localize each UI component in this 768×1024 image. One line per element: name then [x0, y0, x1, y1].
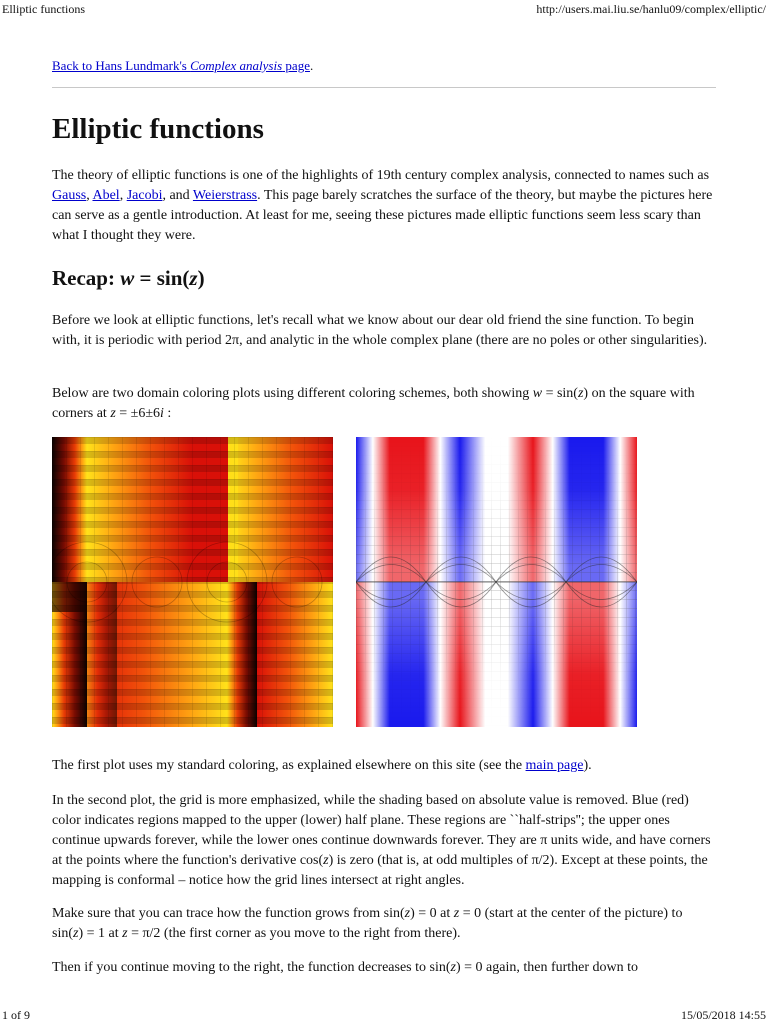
page-title: Elliptic functions — [52, 113, 264, 145]
paragraph-continue — [52, 958, 716, 978]
p5-text-2: ) = 0 at — [410, 906, 454, 921]
recap-z: z — [189, 266, 198, 290]
section-heading-recap — [52, 264, 205, 292]
p5-text-4: ) = 1 at — [78, 926, 123, 941]
browser-url: http://users.mai.liu.se/hanlu09/complex/elliptic/ — [536, 2, 766, 16]
p5-z2: z — [453, 906, 460, 921]
horizontal-rule — [52, 87, 716, 88]
link-weierstrass[interactable]: Weierstrass — [192, 188, 258, 203]
paragraph-second-plot — [52, 791, 716, 891]
recap-prefix: Recap: — [52, 266, 121, 290]
domain-coloring-plot-standard — [52, 437, 333, 727]
intro-sep-3: , and — [162, 188, 193, 203]
page-counter: 1 of 9 — [2, 1008, 30, 1022]
paragraph-first-plot — [52, 756, 716, 776]
backlink-italic: Complex analysis — [190, 58, 283, 73]
recap-w: w — [120, 266, 135, 290]
link-gauss[interactable]: Gauss — [52, 188, 87, 203]
p5-z1: z — [404, 906, 411, 921]
plot-standard-svg — [52, 437, 333, 727]
intro-text-1: The theory of elliptic functions is one of the highlights of 19th century complex analysis, connected to names such as — [52, 168, 710, 183]
paragraph-trace — [52, 904, 716, 944]
intro-sep-2: , — [119, 188, 127, 203]
p2-text-5: : — [163, 406, 172, 421]
recap-eq: = sin( — [134, 266, 190, 290]
intro-paragraph — [52, 166, 716, 246]
p2-i: i — [160, 406, 164, 421]
p2-z2: z — [110, 406, 116, 421]
recap-close: ) — [197, 266, 205, 290]
p6-text-1: Then if you continue moving to the right, the function decreases to sin( — [52, 960, 451, 975]
paragraph-sine-intro: Before we look at elliptic functions, let's recall what we know about our dear old friend the sine function. To begin with, it is periodic with period 2π, and analytic in the whole complex plane (there are no poles or other singularities). — [52, 313, 708, 348]
link-main-page[interactable]: main page — [525, 758, 584, 773]
p5-z4: z — [122, 926, 128, 941]
p6-text-2: ) = 0 again, then further down to — [455, 960, 639, 975]
p3-text-1: The first plot uses my standard coloring, as explained elsewhere on this site (see the — [52, 758, 526, 773]
backlink-link[interactable] — [52, 58, 310, 73]
print-timestamp: 15/05/2018 14:55 — [680, 1008, 766, 1022]
p5-text-1: Make sure that you can trace how the function grows from sin( — [52, 906, 405, 921]
p2-text-2: = sin( — [542, 386, 578, 401]
p6-z: z — [450, 960, 456, 975]
p2-text-3: ) on the square with corners at — [52, 386, 695, 421]
link-jacobi[interactable]: Jacobi — [126, 188, 163, 203]
p5-text-3: = 0 (start at the center of the picture) to sin( — [52, 906, 683, 941]
backlink-end: . — [309, 58, 314, 73]
p4-z: z — [323, 853, 329, 868]
p2-z: z — [577, 386, 584, 401]
backlink-suffix: page — [282, 58, 310, 73]
paragraph-plots-intro — [52, 384, 716, 424]
backlink-prefix: Back to Hans Lundmark's — [52, 58, 191, 73]
p5-z3: z — [73, 926, 79, 941]
p4-text-1: In the second plot, the grid is more emphasized, while the shading based on absolute value is removed. Blue (red) color indicates regions mapped to the upper (lower) half plane. These regions are ``half-strips''; the upper ones continue upwards forever, while the lower ones continue downwards forever. They are π units wide, and have corners at the points where the function's derivative cos( — [52, 793, 711, 868]
p2-w: w — [532, 386, 543, 401]
p3-text-2: ). — [583, 758, 592, 773]
p5-text-5: = π/2 (the first corner as you move to the right from there). — [127, 926, 461, 941]
p2-text-4: = ±6±6 — [115, 406, 161, 421]
p2-text-1: Below are two domain coloring plots using different coloring schemes, both showing — [52, 386, 533, 401]
plot-grid-svg — [356, 437, 637, 727]
browser-page-title: Elliptic functions — [2, 2, 85, 16]
intro-text-2: . This page barely scratches the surface of the theory, but maybe the pictures here can serve as a gentle introduction. At least for me, seeing these pictures made elliptic functions seem less scary than what I thought they were. — [52, 188, 713, 243]
intro-sep-1: , — [86, 188, 93, 203]
link-abel[interactable]: Abel — [92, 188, 120, 203]
p4-text-2: ) is zero (that is, at odd multiples of π/2). Except at these points, the mapping is conformal – notice how the grid lines intersect at right angles. — [52, 853, 708, 888]
backlink — [52, 58, 313, 74]
domain-coloring-plot-grid — [356, 437, 637, 727]
